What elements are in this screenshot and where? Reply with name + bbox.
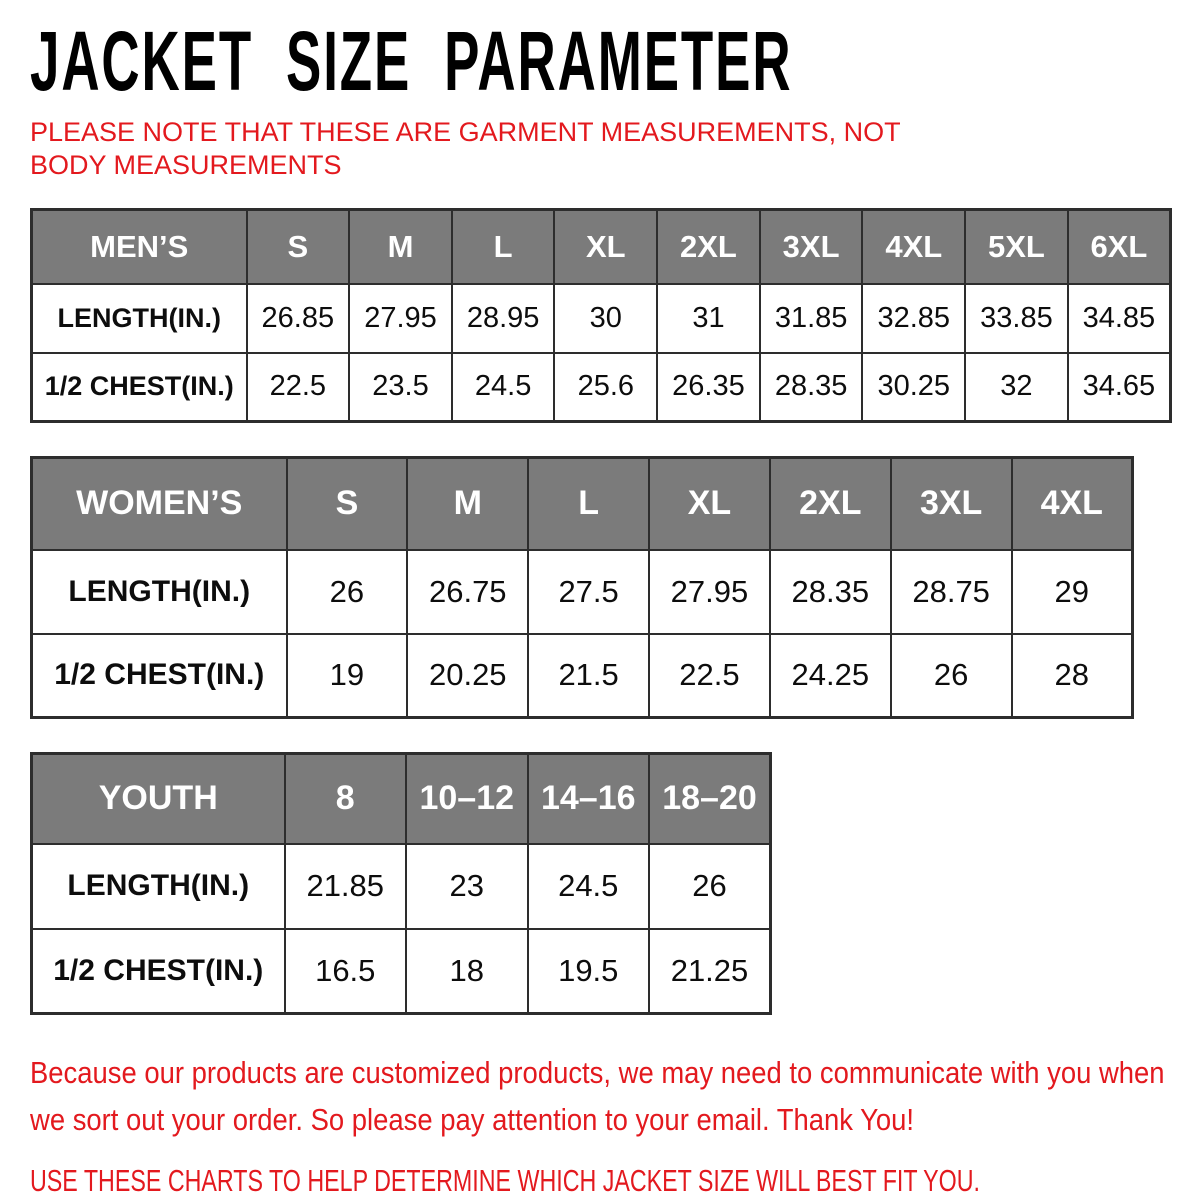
- header-row: [32, 754, 771, 844]
- value-cell: 31.85: [760, 284, 863, 353]
- size-header-cell: S: [247, 210, 350, 284]
- value-cell: 32.85: [862, 284, 965, 353]
- value-cell: 26.85: [247, 284, 350, 353]
- value-cell: 30.25: [862, 353, 965, 422]
- value-cell: 29: [1012, 550, 1133, 634]
- value-cell: 16.5: [285, 929, 407, 1014]
- value-cell: 32: [965, 353, 1068, 422]
- value-cell: 27.95: [349, 284, 452, 353]
- value-cell: 27.5: [528, 550, 649, 634]
- fit-advice: USE THESE CHARTS TO HELP DETERMINE WHICH JACKET SIZE WILL BEST FIT YOU.: [30, 1163, 981, 1198]
- womens-size-table: [30, 456, 1134, 719]
- value-cell: 21.5: [528, 634, 649, 718]
- size-header-cell: M: [349, 210, 452, 284]
- measurement-row: [32, 353, 1171, 422]
- size-header-cell: 2XL: [657, 210, 760, 284]
- value-cell: 26: [287, 550, 408, 634]
- row-label-cell: LENGTH(IN.): [32, 550, 287, 634]
- value-cell: 22.5: [649, 634, 770, 718]
- value-cell: 26: [891, 634, 1012, 718]
- measurement-row: [32, 550, 1133, 634]
- size-header-cell: 10–12: [406, 754, 528, 844]
- value-cell: 23.5: [349, 353, 452, 422]
- measurement-row: [32, 844, 771, 929]
- jacket-size-chart-page: [0, 14, 1200, 1200]
- row-label-cell: LENGTH(IN.): [32, 844, 285, 929]
- size-header-cell: 8: [285, 754, 407, 844]
- value-cell: 21.25: [649, 929, 771, 1014]
- value-cell: 19: [287, 634, 408, 718]
- size-header-cell: 4XL: [1012, 458, 1133, 550]
- size-header-cell: XL: [554, 210, 657, 284]
- value-cell: 26.35: [657, 353, 760, 422]
- table-title-cell: YOUTH: [32, 754, 285, 844]
- size-header-cell: S: [287, 458, 408, 550]
- measurement-row: [32, 929, 771, 1014]
- page-title: [30, 14, 1200, 108]
- value-cell: 28.75: [891, 550, 1012, 634]
- value-cell: 20.25: [407, 634, 528, 718]
- page-title-text: JACKET SIZE PARAMETER: [30, 14, 793, 108]
- size-header-cell: 6XL: [1068, 210, 1171, 284]
- value-cell: 25.6: [554, 353, 657, 422]
- value-cell: 24.5: [452, 353, 555, 422]
- value-cell: 34.85: [1068, 284, 1171, 353]
- measurement-row: [32, 634, 1133, 718]
- size-header-cell: L: [452, 210, 555, 284]
- value-cell: 23: [406, 844, 528, 929]
- value-cell: 34.65: [1068, 353, 1171, 422]
- size-header-cell: 2XL: [770, 458, 891, 550]
- value-cell: 19.5: [528, 929, 650, 1014]
- table-title-cell: MEN’S: [32, 210, 247, 284]
- size-header-cell: 5XL: [965, 210, 1068, 284]
- value-cell: 26: [649, 844, 771, 929]
- value-cell: 18: [406, 929, 528, 1014]
- value-cell: 24.25: [770, 634, 891, 718]
- value-cell: 22.5: [247, 353, 350, 422]
- size-header-cell: 4XL: [862, 210, 965, 284]
- value-cell: 28.35: [770, 550, 891, 634]
- customization-notice: Because our products are customized products, we may need to communicate with you when we sort out your order. So please pay attention to your email. Thank You!: [30, 1055, 1165, 1137]
- size-header-cell: L: [528, 458, 649, 550]
- size-header-cell: 3XL: [760, 210, 863, 284]
- size-header-cell: M: [407, 458, 528, 550]
- value-cell: 28: [1012, 634, 1133, 718]
- row-label-cell: 1/2 CHEST(IN.): [32, 929, 285, 1014]
- value-cell: 28.95: [452, 284, 555, 353]
- row-label-cell: 1/2 CHEST(IN.): [32, 634, 287, 718]
- youth-size-table: [30, 752, 772, 1015]
- header-row: [32, 458, 1133, 550]
- table-title-cell: WOMEN’S: [32, 458, 287, 550]
- value-cell: 30: [554, 284, 657, 353]
- mens-size-table: [30, 208, 1172, 423]
- size-header-cell: 14–16: [528, 754, 650, 844]
- header-row: [32, 210, 1171, 284]
- value-cell: 24.5: [528, 844, 650, 929]
- row-label-cell: 1/2 CHEST(IN.): [32, 353, 247, 422]
- value-cell: 26.75: [407, 550, 528, 634]
- value-cell: 28.35: [760, 353, 863, 422]
- value-cell: 21.85: [285, 844, 407, 929]
- measurement-row: [32, 284, 1171, 353]
- size-header-cell: XL: [649, 458, 770, 550]
- garment-measurement-note: PLEASE NOTE THAT THESE ARE GARMENT MEASUREMENTS, NOT BODY MEASUREMENTS: [30, 117, 901, 180]
- value-cell: 27.95: [649, 550, 770, 634]
- value-cell: 33.85: [965, 284, 1068, 353]
- size-header-cell: 18–20: [649, 754, 771, 844]
- row-label-cell: LENGTH(IN.): [32, 284, 247, 353]
- size-header-cell: 3XL: [891, 458, 1012, 550]
- value-cell: 31: [657, 284, 760, 353]
